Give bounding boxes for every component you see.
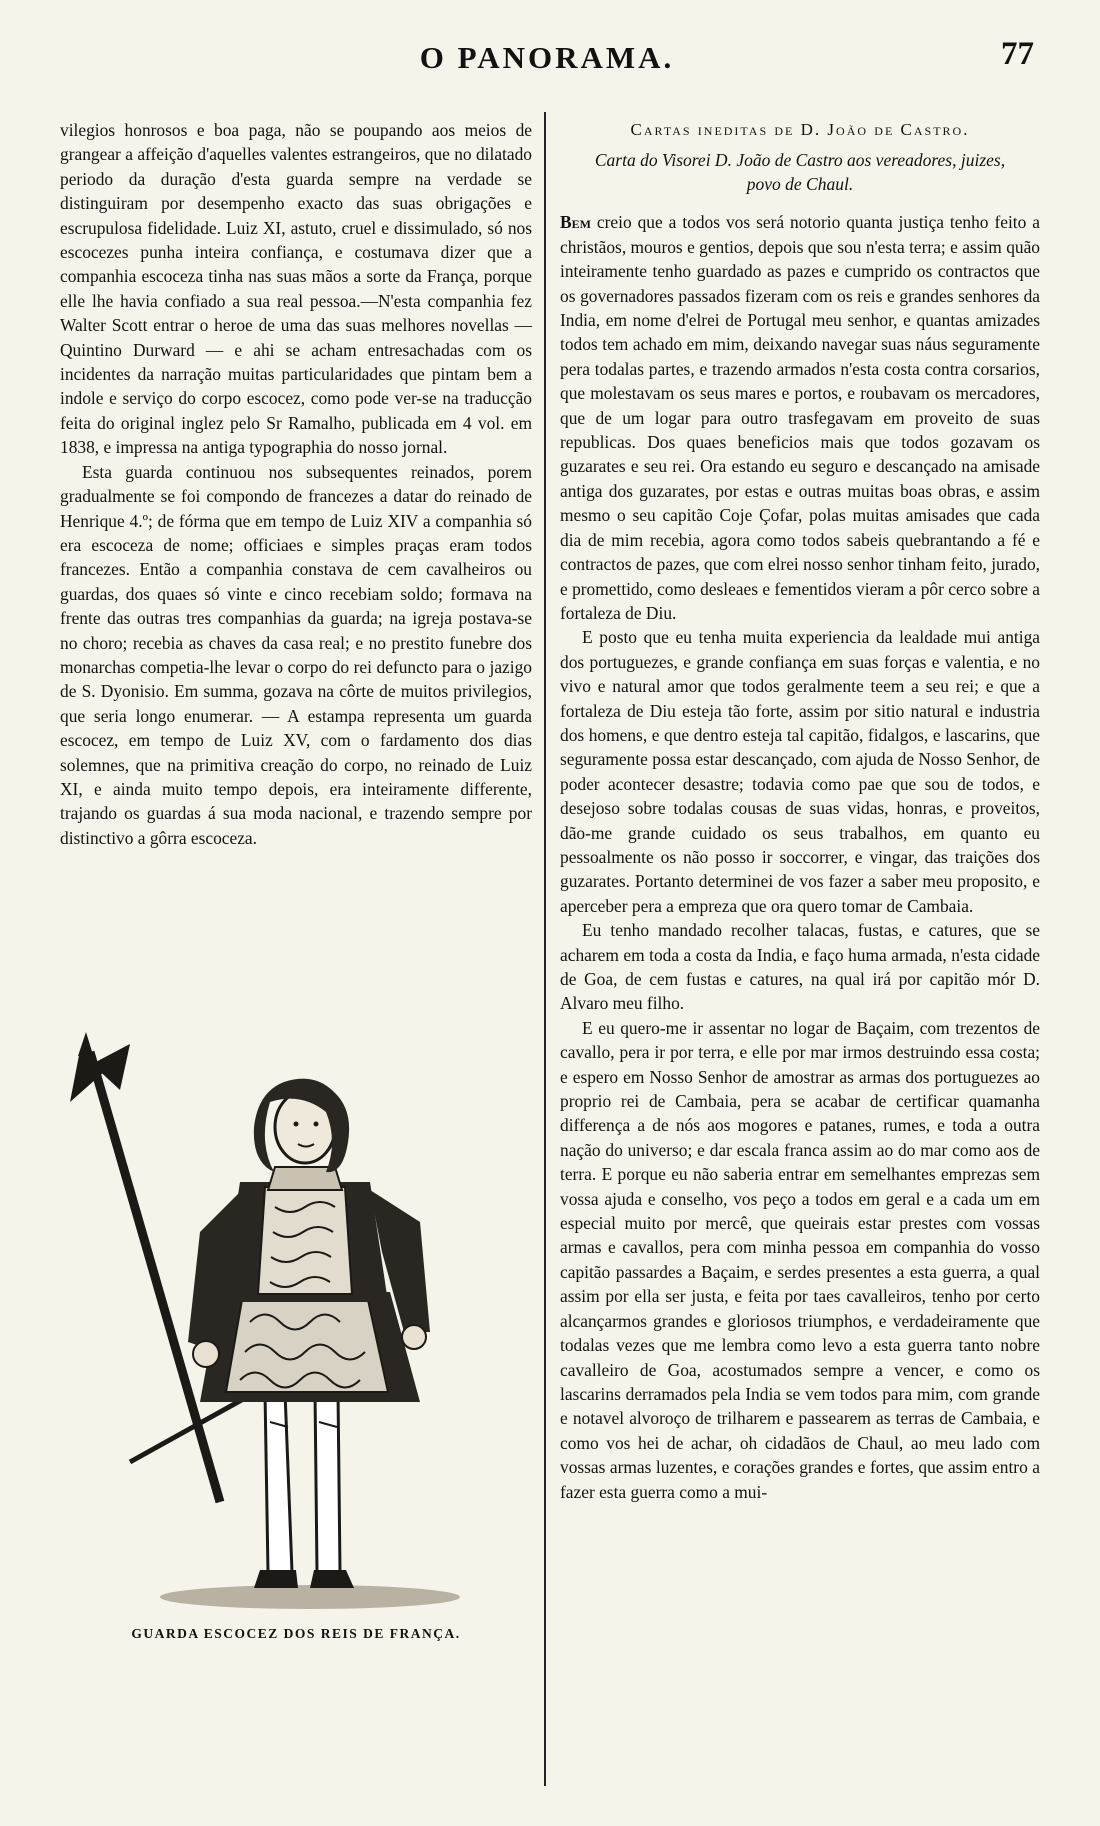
left-column <box>60 118 532 850</box>
column-divider <box>544 112 546 1786</box>
left-paragraph-2: Esta guarda continuou nos subsequentes reinados, porem gradualmente se foi compondo de francezes a datar do reinado de Henrique 4.º; de fórma que em tempo de Luiz XIV a companhia só era escoceza de nome; officiaes e simples praças eram todos francezes. Então a companhia constava de cem cavalheiros ou guardas, dos quaes só vinte e cinco recebiam soldo; formava na frente das outras tres companhias da guarda; na igreja postava-se no choro; recebia as chaves da casa real; e no prestito funebre dos monarchas competia-lhe levar o corpo do rei defuncto para o jazigo de S. Dyonisio. Em summa, gozava na côrte de muitos privilegios, que seria longo enumerar. — A estampa representa um guarda escocez, em tempo de Luiz XV, com o fardamento dos dias solemnes, que na primitiva creação do corpo, no reinado de Luiz XI, e ainda muito tempo depois, era inteiramente differente, trajando os guardas á sua moda nacional, e trazendo sempre por distinctivo a gôrra escoceza. <box>60 461 532 848</box>
right-paragraph-2: E posto que eu tenha muita experiencia da lealdade mui antiga dos portuguezes, e grande confiança em suas forças e valentia, e no vivo e natural amor que todos geralmente teem a seu rei; e que a fortaleza de Diu esteja tão forte, assim por sitio natural e industria dos homens, e que dentro esteja tal capitão, fidalgos, e lascarins, que seguramente possa estar descançado, com ajuda de Nosso Senhor, de poder acontecer desastre; todavia como pae que sou de todos, e desejoso sobre todalas cousas de suas vidas, honras, e proveitos, dão-me grande cuidado os seus trabalhos, em quanto eu pessoalmente os não posso ir soccorrer, e vingar, das traições dos guzarates. Portanto determinei de vos fazer a saber meu proposito, e aperceber pera a empreza que ora quero tomar de Cambaia. <box>560 627 1040 916</box>
newspaper-title: O PANORAMA. <box>419 40 675 75</box>
right-paragraph-4: E eu quero-me ir assentar no logar de Baçaim, com trezentos de cavallo, pera ir por terra, e elle por mar irmos destruindo essa costa; e espero em Nosso Senhor de amostrar as armas dos portuguezes ao proprio rei de Cambaia, pera se acabar de certificar quamanha differença a de nós aos mogores e patanes, rumes, e toda a outra nação do universo; e dar escala franca assim ao do mar como aos de terra. E porque eu não saberia entrar em semelhantes emprezas sem vossa ajuda e conselho, vos peço a todos em geral e a cada um em especial muito por mercê, que queirais estar prestes com vossas armas e cavallos, pera com minha pessoa em companhia do vosso capitão passardes a Baçaim, e serdes presentes a esta guerra, a qual assim por ella ser justa, e feita por taes cavalleiros, tenho por certo alcançarmos grandes e gloriosos triumphos, e verdadeiramente que todalas vezes que me lembra como levo a esta guerra tanto nobre cavalleiro de Goa, acostumados sempre a vencer, e como os lascarins derramados pela India se vem todos para mim, com grande e notavel alvoroço de trilharem e passearem as terras de Cambaia, e como vos hei de achar, oh cidadãos de Chaul, ao meu lado com vossas armas luzentes, e corações grandes e fortes, que assim entro a fazer esta guerra como a mui- <box>560 1017 1040 1502</box>
right-paragraph-3: Eu tenho mandado recolher talacas, fustas, e catures, que se acharem em toda a costa da India, e faço huma armada, n'esta cidade de Goa, de cem fustas e catures, na qual irá por capitão mór D. Alvaro meu filho. <box>560 920 1040 1014</box>
page-number: 77 <box>1001 36 1034 72</box>
masthead <box>60 36 1034 90</box>
left-paragraph-1: vilegios honrosos e boa paga, não se poupando aos meios de grangear a affeição d'aquelles valentes estrangeiros, que no dilatado periodo da duração d'esta guarda sempre na verdade se distinguiram por desempenho exacto das suas obrigações e escrupulosa fidelidade. Luiz XI, astuto, cruel e dissimulado, só nos escocezes punha inteira confiança, e costumava dizer que a companhia escoceza tinha nas suas mãos a sorte da França, porque elle lhe havia confiado a sua real pessoa.—N'esta companhia fez Walter Scott entrar o heroe de uma das suas melhores novellas — Quintino Durward — e ahi se acham entresachadas com os incidentes da narração muitas particularidades que pintam bem a indole e serviço do corpo escocez, como pode ver-se na traducção feita do original inglez pelo Sr Ramalho, publicada em 4 vol. em 1838, e impressa na antiga typographia do nosso jornal. <box>60 120 532 458</box>
right-column <box>560 118 1040 1504</box>
article-subtitle: Carta do Visorei D. João de Castro aos vereadores, juizes, povo de Chaul. <box>594 150 1006 195</box>
scottish-guard-engraving <box>70 1032 510 1617</box>
article-heading: Cartas ineditas de D. João de Castro. <box>630 120 970 139</box>
initial-word: Bem <box>560 212 591 233</box>
engraving-illustration <box>70 1032 510 1617</box>
right-paragraph-1-text: creio que a todos vos será notorio quanta justiça tenho feito a christãos, mouros e gentios, depois que sou n'esta terra; e assim quão inteiramente tenho guardado as pazes e cumprido os contractos que os governadores passados fizeram com os reis e grandes senhores da India, em nome d'elrei de Portugal meu senhor, e quantas amizades todos tem achado em mim, deixando navegar suas náus seguramente pera todalas partes, e trazendo armados n'esta costa contra corsarios, que molestavam os seus mares e portos, e roubavam os mercadores, que de um logar para outro trasfegavam em proveito de suas republicas. Dos quaes beneficios mais que todos gozavam os guzarates e seu rei. Ora estando eu seguro e descançado na amisade antiga dos guzarates, por estas e outras muitas boas obras, e assim mesmo o seu capitão Coje Çofar, polas muitas amisades que cada dia de mim recebia, agora como todos sabeis quebrantando a fé e contractos de pazes, que com elrei nosso senhor tinham feito, jurado, e promettido, como desleaes e fementidos vieram a pôr cerco sobre a fortaleza de Diu. <box>560 212 1040 623</box>
right-paragraph-1 <box>560 210 1040 625</box>
illustration-caption: GUARDA ESCOCEZ DOS REIS DE FRANÇA. <box>131 1626 461 1641</box>
